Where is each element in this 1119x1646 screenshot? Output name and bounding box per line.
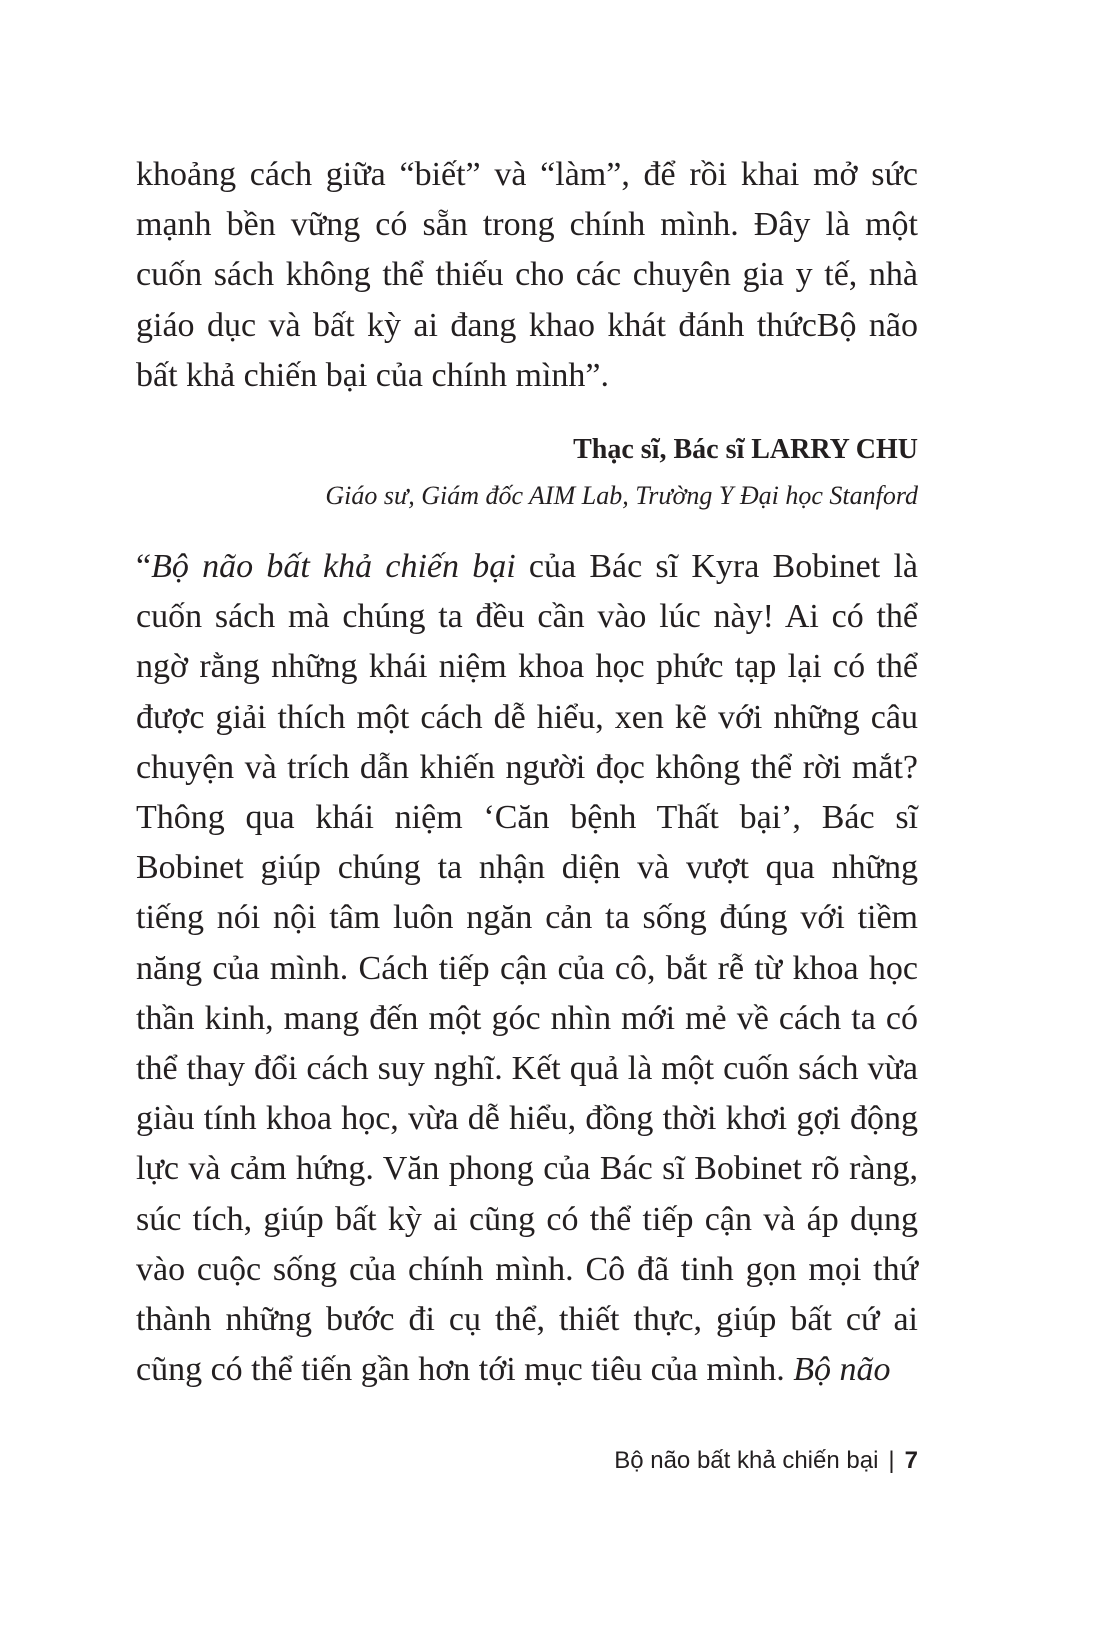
running-title: Bộ não bất khả chiến bại (614, 1447, 879, 1474)
quote-author-title: Giáo sư, Giám đốc AIM Lab, Trường Y Đại học Stanford (325, 481, 918, 510)
book-title-italic: Bộ não bất khả chiến bại (151, 548, 516, 585)
footer-separator: | (888, 1447, 895, 1474)
trailing-book-title-italic: Bộ não (793, 1351, 891, 1389)
page-footer (614, 1441, 918, 1481)
open-quote-mark: “ (136, 548, 152, 585)
quote-author-name: Thạc sĩ, Bác sĩ LARRY CHU (573, 434, 918, 465)
page-number: 7 (904, 1447, 918, 1474)
body-paragraph-testimonial (136, 542, 918, 1395)
testimonial-text: của Bác sĩ Kyra Bobinet là cuốn sách mà chúng ta đều cần vào lúc này! Ai có thể ngờ rằng những khái niệm khoa học phức tạp lại có thể được giải thích một cách dễ hiểu, xen kẽ với những câu chuyện và trích dẫn khiến người đọc không thể rời mắt? Thông qua khái niệm ‘Căn bệnh Thất bại’, Bác sĩ Bobinet giúp chúng ta nhận diện và vượt qua những tiếng nói nội tâm luôn ngăn cản ta sống đúng với tiềm năng của mình. Cách tiếp cận của cô, bắt rễ từ khoa học thần kinh, mang đến một góc nhìn mới mẻ về cách ta có thể thay đổi cách suy nghĩ. Kết quả là một cuốn sách vừa giàu tính khoa học, vừa dễ hiểu, đồng thời khơi gợi động lực và cảm hứng. Văn phong của Bác sĩ Bobinet rõ ràng, súc tích, giúp bất kỳ ai cũng có thể tiếp cận và áp dụng vào cuộc sống của chính mình. Cô đã tinh gọn mọi thứ thành những bước đi cụ thể, thiết thực, giúp bất cứ ai cũng có thể tiến gần hơn tới mục tiêu của mình. (136, 548, 918, 1389)
body-paragraph-continuation: khoảng cách giữa “biết” và “làm”, để rồi khai mở sức mạnh bền vững có sẵn trong chính mình. Đây là một cuốn sách không thể thiếu cho các chuyên gia y tế, nhà giáo dục và bất kỳ ai đang khao khát đánh thứcBộ não bất khả chiến bại của chính mình”. (136, 156, 918, 394)
